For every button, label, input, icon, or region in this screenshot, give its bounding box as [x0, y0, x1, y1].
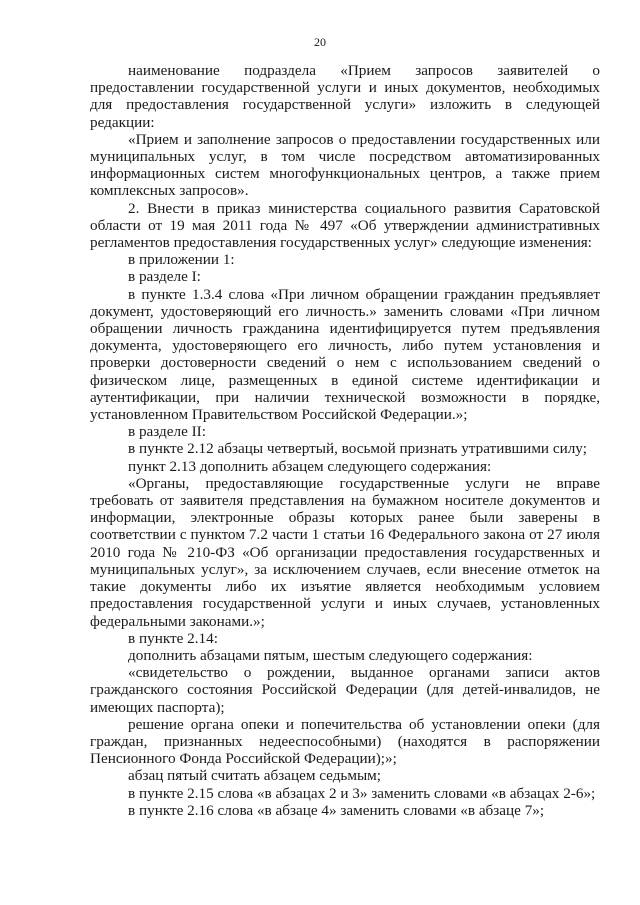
- paragraph-point-2-15: в пункте 2.15 слова «в абзацах 2 и 3» заменить словами «в абзацах 2-6»;: [128, 784, 596, 802]
- paragraph-add-clauses: дополнить абзацами пятым, шестым следующего содержания:: [128, 646, 533, 664]
- paragraph-authorities-clause: «Органы, предоставляющие государственные услуги не вправе требовать от заявителя представления на бумажном носителе документов и информации, электронные образы которых ранее были заверены в соответствии с пунктом 7.2 части 1 статьи 16 Федерального закона от 27 июля 2010 года № 210-ФЗ «Об организации предоставления государственных и муниципальных услуг», за исключением случаев, если внесение отметок на такие документы либо их изъятие является необходимым условием предоставления государственной услуги и иных случаев, установленных федеральными законами.»;: [90, 474, 600, 630]
- paragraph-point-1-3-4: в пункте 1.3.4 слова «При личном обращении гражданин предъявляет документ, удостоверяющий его личность.» заменить словами «При личном обращении личность гражданина идентифицируется путем предъявления документа, удостоверяющего его личность, либо путем установления и проверки достоверности сведений о нем с использованием сведений о физическом лице, размещенных в единой системе идентификации и аутентификации, при наличии технической возможности в порядке, установленном Правительством Российской Федерации.»;: [90, 285, 600, 424]
- paragraph-point-2-16: в пункте 2.16 слова «в абзаце 4» заменить словами «в абзаце 7»;: [128, 801, 545, 819]
- paragraph-new-wording: «Прием и заполнение запросов о предоставлении государственных или муниципальных услуг, в том числе посредством автоматизированных информационных систем многофункциональных центров, а также прием комплексных запросов».: [90, 130, 600, 200]
- page-number: 20: [314, 35, 326, 49]
- paragraph-point-2-13: пункт 2.13 дополнить абзацем следующего содержания:: [128, 457, 492, 475]
- paragraph-guardianship-decision: решение органа опеки и попечительства об установлении опеки (для граждан, признанных недееспособными) (находятся в распоряжении Пенсионного Фонда Российской Федерации);»;: [90, 715, 600, 768]
- document-body: [90, 62, 600, 819]
- paragraph-item-2: 2. Внести в приказ министерства социального развития Саратовской области от 19 мая 2011 года № 497 «Об утверждении административных регламентов предоставления государственных услуг» следующие изменения:: [90, 199, 600, 252]
- paragraph-section-2: в разделе II:: [128, 423, 206, 441]
- paragraph-point-2-12: в пункте 2.12 абзацы четвертый, восьмой признать утратившими силу;: [128, 440, 587, 458]
- paragraph-section-1: в разделе I:: [128, 268, 201, 286]
- paragraph-point-2-14: в пункте 2.14:: [128, 629, 218, 647]
- paragraph-subsection-title: наименование подраздела «Прием запросов заявителей о предоставлении государственной услуги и иных документов, необходимых для предоставления государственной услуги» изложить в следующей редакции:: [90, 62, 600, 131]
- paragraph-birth-certificate: «свидетельство о рождении, выданное органами записи актов гражданского состояния Российской Федерации (для детей-инвалидов, не имеющих паспорта);: [90, 664, 600, 716]
- paragraph-appendix-1: в приложении 1:: [128, 251, 235, 269]
- paragraph-renumber-clause: абзац пятый считать абзацем седьмым;: [128, 767, 381, 785]
